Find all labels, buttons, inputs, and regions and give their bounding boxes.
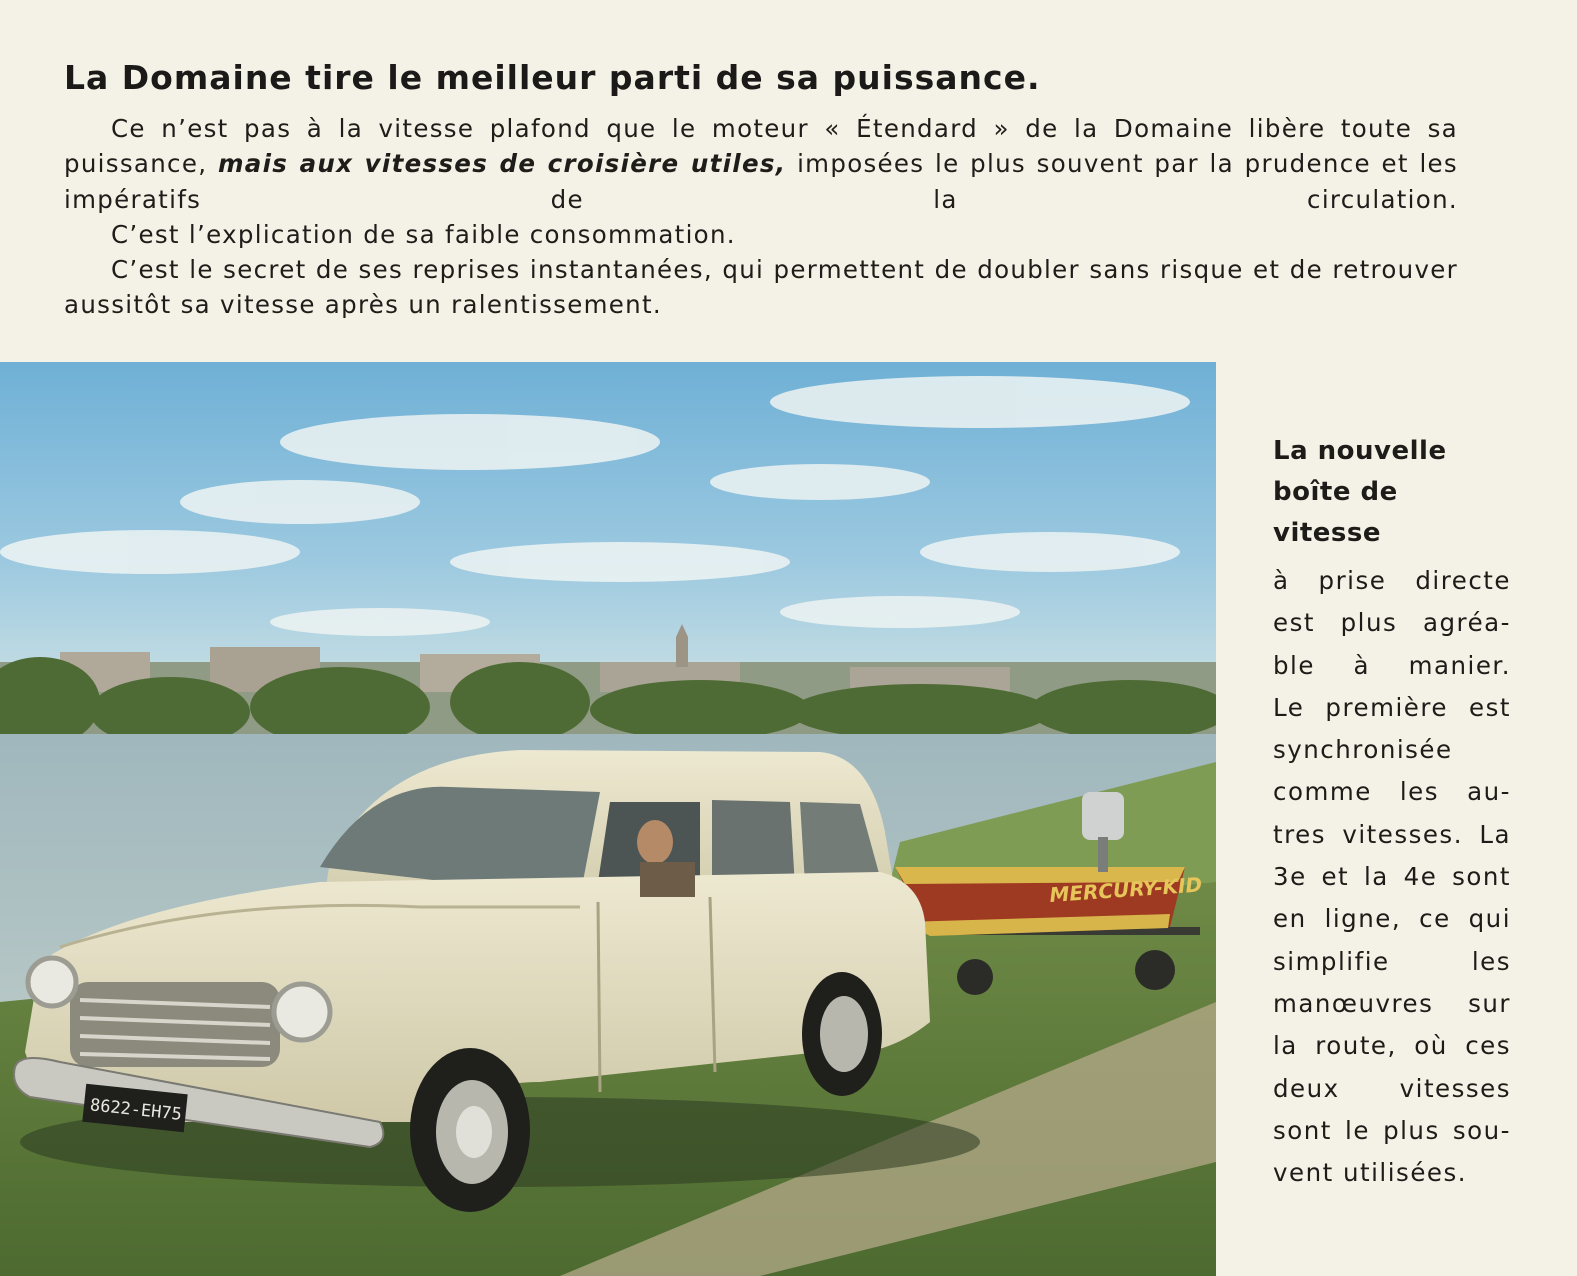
sidebar-title-line-1: La nouvelle: [1273, 436, 1447, 466]
intro-p1-emphasis: mais aux vitesses de croisière utiles,: [217, 149, 787, 179]
intro-p1-end: imposées le plus souvent par la prudence et les impératifs de la circulation.: [64, 149, 1458, 214]
sidebar-title: [1273, 431, 1511, 554]
car-photo: [0, 362, 1216, 1276]
sidebar-line: synchronisée: [1273, 735, 1453, 765]
intro-text: [64, 111, 1458, 323]
sidebar-line: simplifie les: [1273, 946, 1511, 976]
sidebar-line: 3e et la 4e sont: [1273, 862, 1511, 892]
sidebar-body: [1273, 560, 1511, 1194]
page-headline: La Domaine tire le meilleur parti de sa puissance.: [64, 58, 1041, 97]
sidebar-line: ble à manier.: [1273, 650, 1511, 680]
sidebar-gearbox: [1273, 431, 1511, 1194]
rear-wheel: [802, 972, 882, 1096]
license-plate-text: 8622-EH75: [88, 1095, 183, 1125]
sidebar-line: comme les au-: [1273, 777, 1511, 807]
intro-paragraph-2: C’est l’explication de sa faible consommation.: [111, 219, 736, 249]
headlight-right: [274, 984, 330, 1040]
sidebar-line: à prise directe: [1273, 566, 1511, 595]
sidebar-line: Le première est: [1273, 692, 1511, 722]
intro-paragraph-3: C’est le secret de ses reprises instantanées, qui permettent de doubler sans risque et de retrouver aussitôt sa vitesse après un ralentissement.: [64, 255, 1458, 320]
sidebar-line: vent utilisées.: [1273, 1158, 1468, 1188]
sidebar-line: la route, où ces: [1273, 1031, 1511, 1061]
sidebar-line: en ligne, ce qui: [1273, 904, 1511, 934]
headlight-left: [28, 958, 76, 1006]
sidebar-line: tres vitesses. La: [1273, 819, 1511, 849]
boat-name: MERCURY-KID: [1048, 872, 1203, 907]
front-wheel: [410, 1048, 530, 1212]
intro-p1-start: Ce n’est pas à la vitesse plafond que le moteur « Étendard » de la Domaine libère toute sa puissance,: [64, 114, 1458, 179]
sidebar-title-line-2: boîte de vitesse: [1273, 477, 1398, 548]
intro-paragraph-1: [64, 111, 1458, 217]
sidebar-line: sont le plus sou-: [1273, 1115, 1511, 1145]
sidebar-line: manœuvres sur: [1273, 988, 1511, 1018]
sidebar-line: est plus agréa-: [1273, 608, 1511, 638]
sidebar-line: deux vitesses: [1273, 1073, 1511, 1103]
